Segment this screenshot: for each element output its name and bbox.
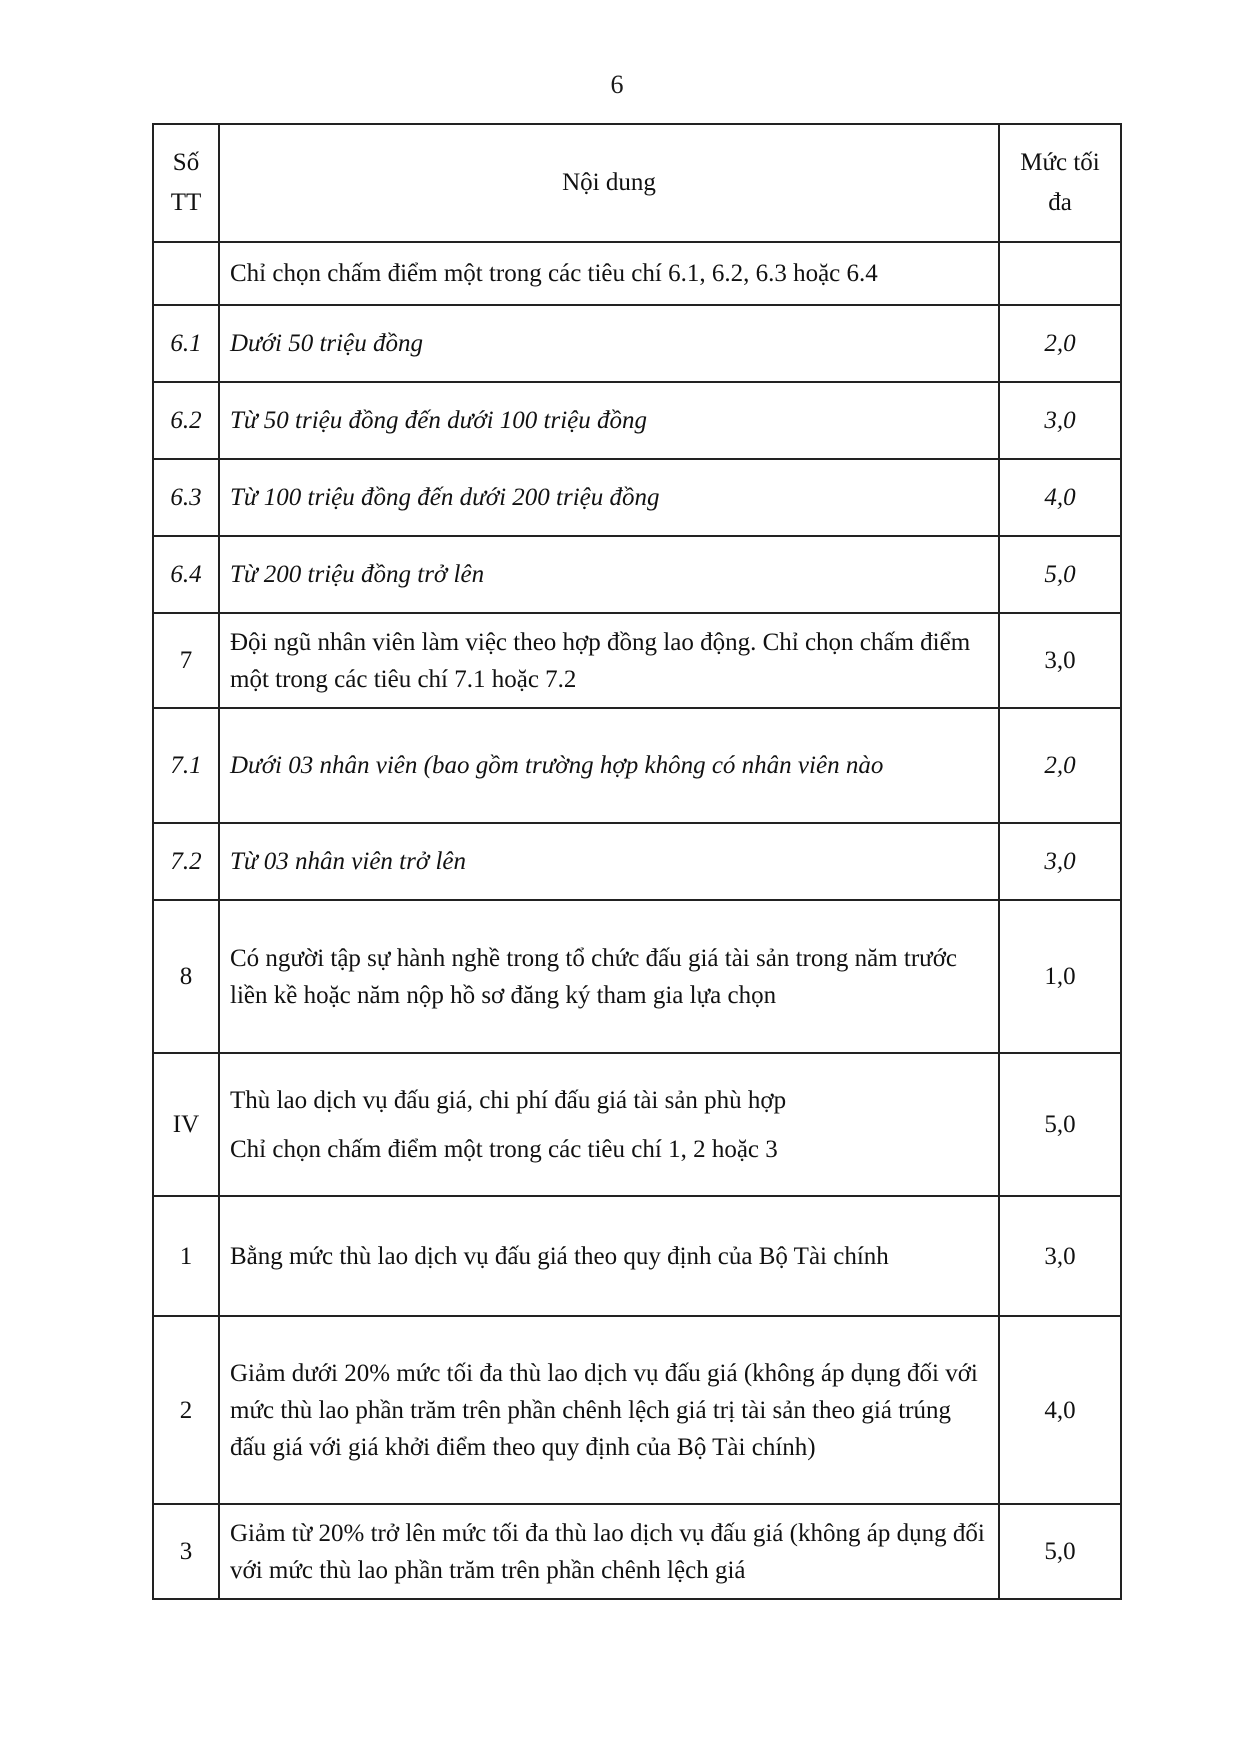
table-row	[153, 1316, 1121, 1504]
row-max: 4,0	[999, 459, 1121, 536]
row-max: 3,0	[999, 1196, 1121, 1316]
row-content: Giảm dưới 20% mức tối đa thù lao dịch vụ đấu giá (không áp dụng đối với mức thù lao phần trăm trên phần chênh lệch giá trị tài sản theo giá trúng đấu giá với giá khởi điểm theo quy định của Bộ Tài chính)	[219, 1316, 999, 1504]
row-content: Có người tập sự hành nghề trong tổ chức đấu giá tài sản trong năm trước liền kề hoặc năm nộp hồ sơ đăng ký tham gia lựa chọn	[219, 900, 999, 1053]
row-no: 6.3	[153, 459, 219, 536]
row-max: 3,0	[999, 823, 1121, 900]
table-row	[153, 900, 1121, 1053]
row-max: 5,0	[999, 1504, 1121, 1599]
row-content: Từ 100 triệu đồng đến dưới 200 triệu đồng	[219, 459, 999, 536]
row-content: Dưới 03 nhân viên (bao gồm trường hợp không có nhân viên nào	[219, 708, 999, 823]
table-header-row	[153, 124, 1121, 242]
table-row	[153, 305, 1121, 382]
row-no: 7.2	[153, 823, 219, 900]
table-row	[153, 613, 1121, 708]
criteria-table	[152, 123, 1122, 1600]
row-no: IV	[153, 1053, 219, 1196]
row-no	[153, 242, 219, 305]
row-content-line: Thù lao dịch vụ đấu giá, chi phí đấu giá tài sản phù hợp	[230, 1086, 787, 1114]
row-max: 5,0	[999, 1053, 1121, 1196]
row-content: Giảm từ 20% trở lên mức tối đa thù lao dịch vụ đấu giá (không áp dụng đối với mức thù lao phần trăm trên phần chênh lệch giá	[219, 1504, 999, 1599]
row-no: 7.1	[153, 708, 219, 823]
row-no: 7	[153, 613, 219, 708]
row-no: 6.2	[153, 382, 219, 459]
row-content: Đội ngũ nhân viên làm việc theo hợp đồng lao động. Chỉ chọn chấm điểm một trong các tiêu chí 7.1 hoặc 7.2	[219, 613, 999, 708]
row-content-line: Chỉ chọn chấm điểm một trong các tiêu chí 1, 2 hoặc 3	[230, 1135, 778, 1163]
row-content	[219, 1053, 999, 1196]
row-content: Bằng mức thù lao dịch vụ đấu giá theo quy định của Bộ Tài chính	[219, 1196, 999, 1316]
row-no: 2	[153, 1316, 219, 1504]
row-no: 1	[153, 1196, 219, 1316]
table-row	[153, 242, 1121, 305]
header-max: Mức tối đa	[999, 124, 1121, 242]
row-content: Chỉ chọn chấm điểm một trong các tiêu chí 6.1, 6.2, 6.3 hoặc 6.4	[219, 242, 999, 305]
row-no: 6.4	[153, 536, 219, 613]
header-no: Số TT	[153, 124, 219, 242]
row-max: 2,0	[999, 708, 1121, 823]
row-max: 3,0	[999, 613, 1121, 708]
row-max: 5,0	[999, 536, 1121, 613]
row-content: Từ 200 triệu đồng trở lên	[219, 536, 999, 613]
row-max: 2,0	[999, 305, 1121, 382]
row-max: 3,0	[999, 382, 1121, 459]
table-row	[153, 1504, 1121, 1599]
row-max	[999, 242, 1121, 305]
table-row	[153, 382, 1121, 459]
row-no: 8	[153, 900, 219, 1053]
row-content: Dưới 50 triệu đồng	[219, 305, 999, 382]
table-row	[153, 536, 1121, 613]
row-content: Từ 50 triệu đồng đến dưới 100 triệu đồng	[219, 382, 999, 459]
row-no: 6.1	[153, 305, 219, 382]
page-number: 6	[610, 70, 624, 99]
table-row	[153, 823, 1121, 900]
header-content: Nội dung	[219, 124, 999, 242]
table-row	[153, 1196, 1121, 1316]
table-row	[153, 1053, 1121, 1196]
row-max: 1,0	[999, 900, 1121, 1053]
table-row	[153, 459, 1121, 536]
table-row	[153, 708, 1121, 823]
row-max: 4,0	[999, 1316, 1121, 1504]
row-content: Từ 03 nhân viên trở lên	[219, 823, 999, 900]
row-no: 3	[153, 1504, 219, 1599]
